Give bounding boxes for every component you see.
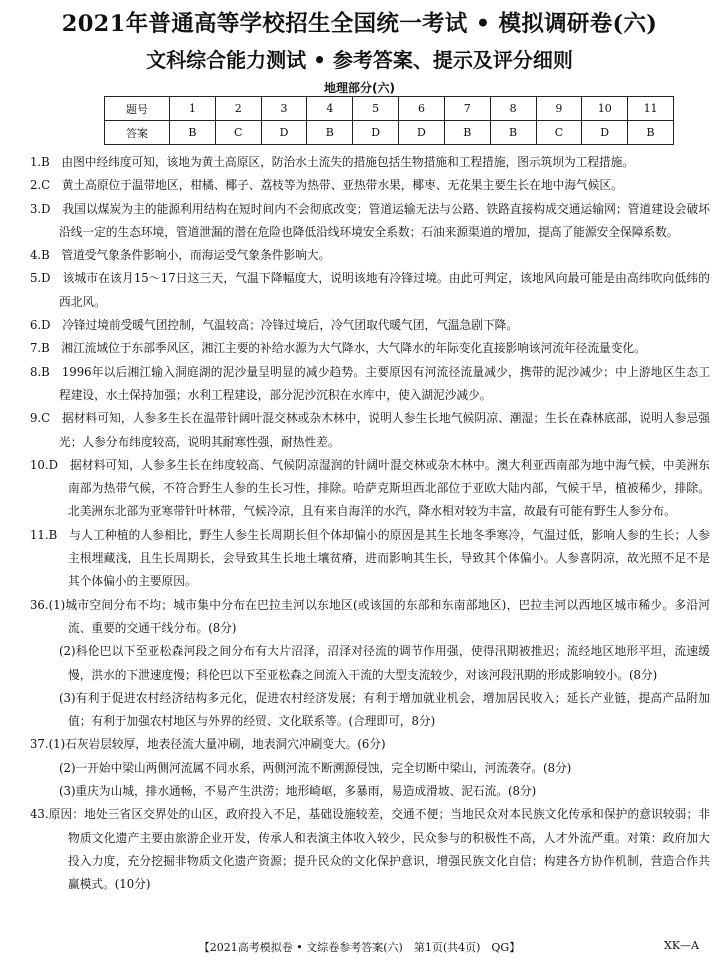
answer-table [104, 96, 674, 145]
question-number: 4 [307, 97, 353, 121]
question-number: 10 [582, 97, 628, 121]
explanation-q36-part1: 36.(1)城市空间分布不均；城市集中分布在巴拉圭河以东地区(或该国的东部和东南部地区)，巴拉圭河以西地区城市稀少。多沿河流、重要的交通干线分布。(8分) [30, 597, 710, 635]
explanation-q37-part1: 37.(1)石灰岩层较厚，地表径流大量冲刷，地表洞穴冲刷变大。(6分) [30, 737, 386, 752]
explanation-q37-part3: (3)重庆为山城，排水通畅，不易产生洪涝；地形崎岖，多暴雨，易造成滑坡、泥石流。(8分) [59, 784, 537, 799]
explanations [30, 151, 710, 897]
question-number: 6 [399, 97, 445, 121]
question-number: 3 [261, 97, 307, 121]
page-subtitle: 文科综合能力测试 • 参考答案、提示及评分细则 [146, 48, 573, 72]
explanation-q5: 5.D 该城市在该月15～17日这三天，气温下降幅度大，说明该地有冷锋过境。由此可判定，该地风向最可能是由高纬吹向低纬的西北风。 [30, 271, 710, 309]
answer-cell: D [582, 121, 628, 145]
question-number: 2 [215, 97, 261, 121]
row-label-number: 题号 [105, 97, 170, 121]
explanation-q37-part2: (2)一开始中梁山两侧河流属不同水系，两侧河流不断溯源侵蚀，完全切断中梁山，河流袭夺。(8分) [59, 760, 572, 775]
question-number: 7 [444, 97, 490, 121]
explanation-q9: 9.C 据材料可知，人参多生长在温带针阔叶混交林或杂木林中，说明人参生长地气候阴凉、潮湿；生长在森林底部，说明人参忌强光；人参分布纬度较高，说明其耐寒性强，耐热性差。 [30, 411, 710, 449]
answer-cell: C [536, 121, 582, 145]
explanation-q7: 7.B 湘江流域位于东部季风区，湘江主要的补给水源为大气降水，大气降水的年际变化直接影响该河流年径流量变化。 [30, 341, 646, 356]
question-number: 11 [628, 97, 674, 121]
explanation-q11: 11.B 与人工种植的人参相比，野生人参生长周期长但个体却偏小的原因是其生长地冬季寒冷，气温过低，影响人参的生长；人参主根埋藏浅，且生长周期长，会导致其生长地土壤贫瘠，进而影响其生长，导致其个体偏小。人参喜阴凉，故光照不足不是其个体偏小的主要原因。 [30, 527, 710, 589]
explanation-q1: 1.B 由图中经纬度可知，该地为黄土高原区，防治水土流失的措施包括生物措施和工程措施，图示筑坝为工程措施。 [30, 155, 635, 169]
explanation-q36-part3: (3)有利于促进农村经济结构多元化，促进农村经济发展；有利于增加就业机会，增加居民收入；延长产业链，提高产品附加值；有利于加强农村地区与外界的经贸、文化联系等。(合理即可，8分) [59, 690, 710, 729]
answer-cell: D [353, 121, 399, 145]
answer-table-number-row [105, 97, 674, 121]
section-title: 地理部分(六) [324, 81, 395, 95]
question-number: 1 [170, 97, 216, 121]
page-title: 2021年普通高等学校招生全国统一考试 • 模拟调研卷(六) [61, 11, 658, 37]
answer-cell: B [307, 121, 353, 145]
question-number: 8 [490, 97, 536, 121]
answer-cell: C [215, 121, 261, 145]
question-number: 9 [536, 97, 582, 121]
question-number: 5 [353, 97, 399, 121]
answer-table-answer-row [105, 121, 674, 145]
answer-cell: D [399, 121, 445, 145]
explanation-q6: 6.D 冷锋过境前受暖气团控制，气温较高；冷锋过境后，冷气团取代暖气团，气温急剧下降。 [30, 318, 519, 333]
explanation-q4: 4.B 管道受气象条件影响小，而海运受气象条件影响大。 [30, 248, 331, 263]
explanation-q3: 3.D 我国以煤炭为主的能源利用结构在短时间内不会彻底改变；管道运输无法与公路、铁路直接构成交通运输网；管道建设会破坏沿线一定的生态环境，管道泄漏的潜在危险也降低沿线环境安全系数；石油来源渠道的增加，提高了能源安全保障系数。 [30, 201, 710, 239]
answer-cell: B [490, 121, 536, 145]
answer-cell: D [261, 121, 307, 145]
row-label-answer: 答案 [105, 121, 170, 145]
footer-label: 【2021高考模拟卷 • 文综卷参考答案(六) 第1页(共4页) QG】 [198, 941, 521, 954]
explanation-q8: 8.B 1996年以后湘江输入洞庭湖的泥沙量呈明显的减少趋势。主要原因有河流径流量减少，携带的泥沙减少；中上游地区生态工程建设，水土保持加强；水利工程建设，部分泥沙沉积在水库中，使入湖泥沙减少。 [30, 364, 710, 402]
explanation-q36-part2: (2)科伦巴以下至亚松森河段之间分布有大片沼泽，沼泽对径流的调节作用强，使得汛期被推迟；流经地区地形平坦，流速缓慢，洪水的下泄速度慢；科伦巴以下至亚松森之间流入干流的大型支流较少，对该河段汛期的形成影响较小。(8分) [59, 644, 710, 682]
answer-cell: B [170, 121, 216, 145]
explanation-q43: 43.原因：地处三省区交界处的山区，政府投入不足，基础设施较差，交通不便；当地民众对本民族文化传承和保护的意识较弱；非物质文化遗产主要由旅游企业开发，传承人和表演主体收入较少，民众参与的积极性不高，人才外流严重。对策：政府加大投入力度，充分挖掘非物质文化遗产资源；提升民众的文化保护意识，增强民族文化自信；构建各方协作机制，营造合作共赢模式。(10分) [30, 807, 710, 892]
explanation-q10: 10.D 据材料可知，人参多生长在纬度较高、气候阴凉湿润的针阔叶混交林或杂木林中。澳大利亚西南部为地中海气候，中美洲东南部为热带气候，不符合野生人参的生长习性，排除。哈萨克斯坦西北部位于亚欧大陆内部，气候干旱，植被稀少，排除。北美洲东北部为亚寒带针叶林带，气候冷凉，且有来自海洋的水汽，降水相对较为丰富，故最有可能有野生人参分布。 [30, 457, 710, 519]
answer-cell: B [444, 121, 490, 145]
answer-cell: B [628, 121, 674, 145]
footer-code: XK—A [664, 939, 699, 952]
explanation-q2: 2.C 黄土高原位于温带地区，柑橘、椰子、荔枝等为热带、亚热带水果，椰枣、无花果主要生长在地中海气候区。 [30, 178, 623, 193]
